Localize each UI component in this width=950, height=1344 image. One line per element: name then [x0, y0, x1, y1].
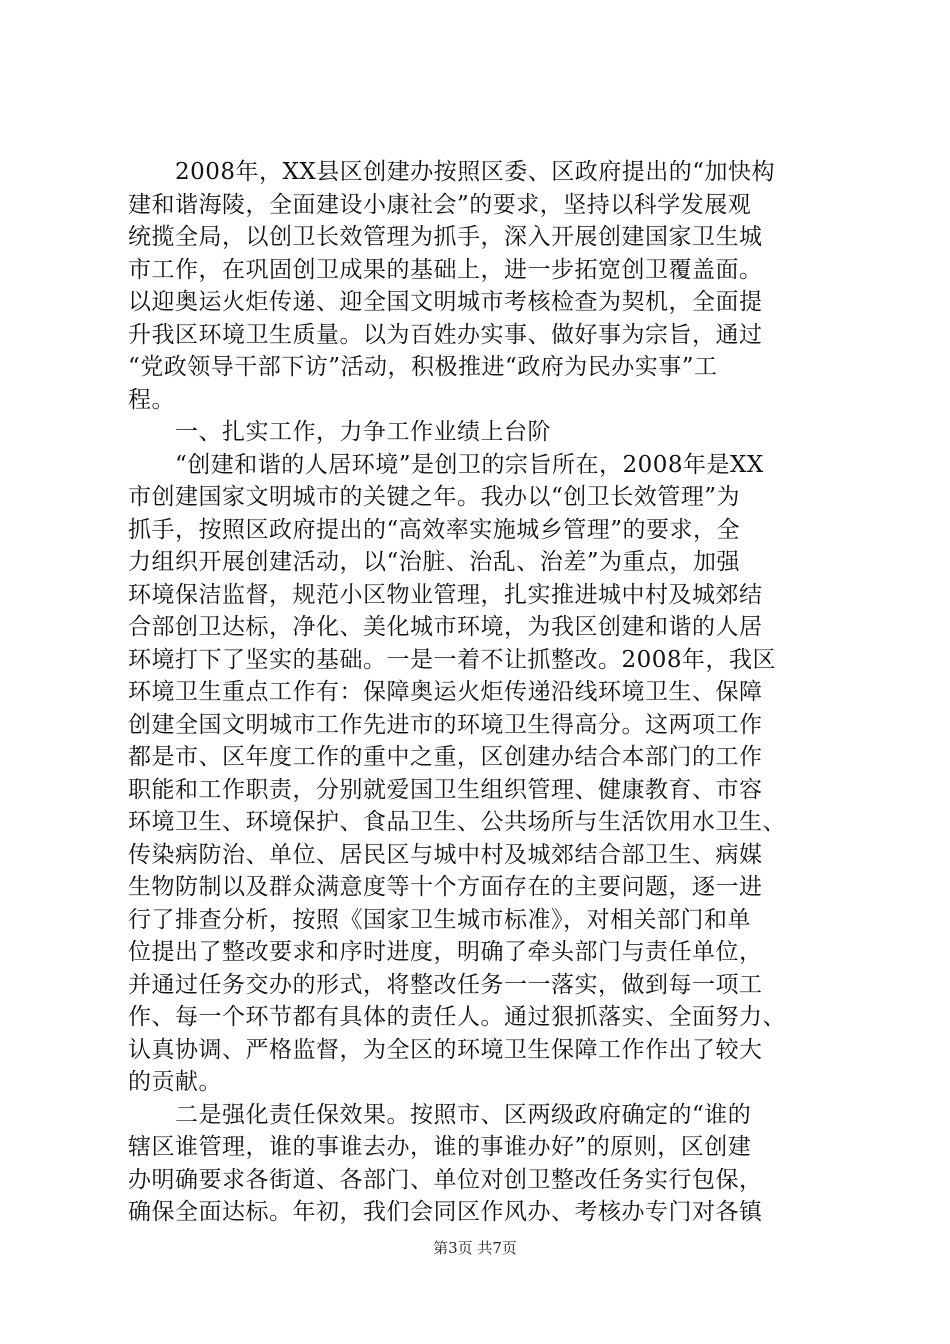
text-line: 作、每一个环节都有具体的责任人。通过狠抓落实、全面努力、: [128, 1004, 786, 1030]
text-line: 以迎奥运火炬传递、迎全国文明城市考核检查为契机，全面提: [128, 289, 763, 315]
text-line: 都是市、区年度工作的重中之重，区创建办结合本部门的工作: [128, 744, 763, 770]
text-line: 办明确要求各街道、各部门、单位对创卫整改任务实行包保，: [128, 1166, 763, 1193]
text-line: 职能和工作职责，分别就爱国卫生组织管理、健康教育、市容: [128, 776, 763, 803]
text-line: 创建全国文明城市工作先进市的环境卫生得高分。这两项工作: [128, 711, 763, 738]
text-line: 环境保洁监督，规范小区物业管理，扎实推进城中村及城郊结: [128, 581, 763, 608]
text-line: 合部创卫达标，净化、美化城市环境，为我区创建和谐的人居: [128, 614, 763, 640]
text-line: 市创建国家文明城市的关键之年。我办以“创卫长效管理”为: [128, 484, 741, 510]
text-line: 2008年，XX县区创建办按照区委、区政府提出的“加快构: [128, 159, 776, 185]
text-line: 环境卫生、环境保护、食品卫生、公共场所与生活饮用水卫生、: [128, 809, 786, 835]
text-line: 二是强化责任保效果。按照市、区两级政府确定的“谁的: [128, 1101, 752, 1128]
text-line: 建和谐海陵，全面建设小康社会”的要求，坚持以科学发展观: [128, 191, 752, 218]
text-line: 传染病防治、单位、居民区与城中村及城郊结合部卫生、病媒: [128, 841, 763, 868]
page-number-footer: 第3页 共7页: [433, 1239, 517, 1257]
section-heading: 一、扎实工作，力争工作业绩上台阶: [128, 419, 551, 445]
text-line: 程。: [128, 386, 175, 413]
text-line: 的贡献。: [128, 1069, 222, 1095]
text-line: 认真协调、严格监督，为全区的环境卫生保障工作作出了较大: [128, 1036, 763, 1063]
text-line: 抓手，按照区政府提出的“高效率实施城乡管理”的要求，全: [128, 516, 741, 543]
text-line: 位提出了整改要求和序时进度，明确了牵头部门与责任单位，: [128, 939, 763, 965]
text-line: “创建和谐的人居环境”是创卫的宗旨所在，2008年是XX: [128, 451, 764, 478]
text-line: 行了排查分析，按照《国家卫生城市标准》，对相关部门和单: [128, 906, 751, 933]
text-line: 力组织开展创建活动，以“治脏、治乱、治差”为重点，加强: [128, 549, 741, 575]
text-line: 市工作，在巩固创卫成果的基础上，进一步拓宽创卫覆盖面。: [128, 256, 763, 283]
text-line: 确保全面达标。年初，我们会同区作风办、考核办专门对各镇: [128, 1199, 763, 1225]
document-body: [128, 156, 832, 1229]
text-line: 辖区谁管理，谁的事谁去办，谁的事谁办好”的原则，区创建: [128, 1134, 752, 1160]
text-line: 统揽全局，以创卫长效管理为抓手，深入开展创建国家卫生城: [128, 224, 763, 250]
text-line: 环境卫生重点工作有：保障奥运火炬传递沿线环境卫生、保障: [128, 679, 763, 705]
text-line: 升我区环境卫生质量。以为百姓办实事、做好事为宗旨，通过: [128, 321, 763, 348]
text-line: 环境打下了坚实的基础。一是一着不让抓整改。2008年，我区: [128, 646, 777, 673]
text-line: 并通过任务交办的形式，将整改任务一一落实，做到每一项工: [128, 971, 763, 998]
text-line: 生物防制以及群众满意度等十个方面存在的主要问题，逐一进: [128, 874, 763, 900]
text-line: “党政领导干部下访”活动，积极推进“政府为民办实事”工: [128, 354, 718, 380]
